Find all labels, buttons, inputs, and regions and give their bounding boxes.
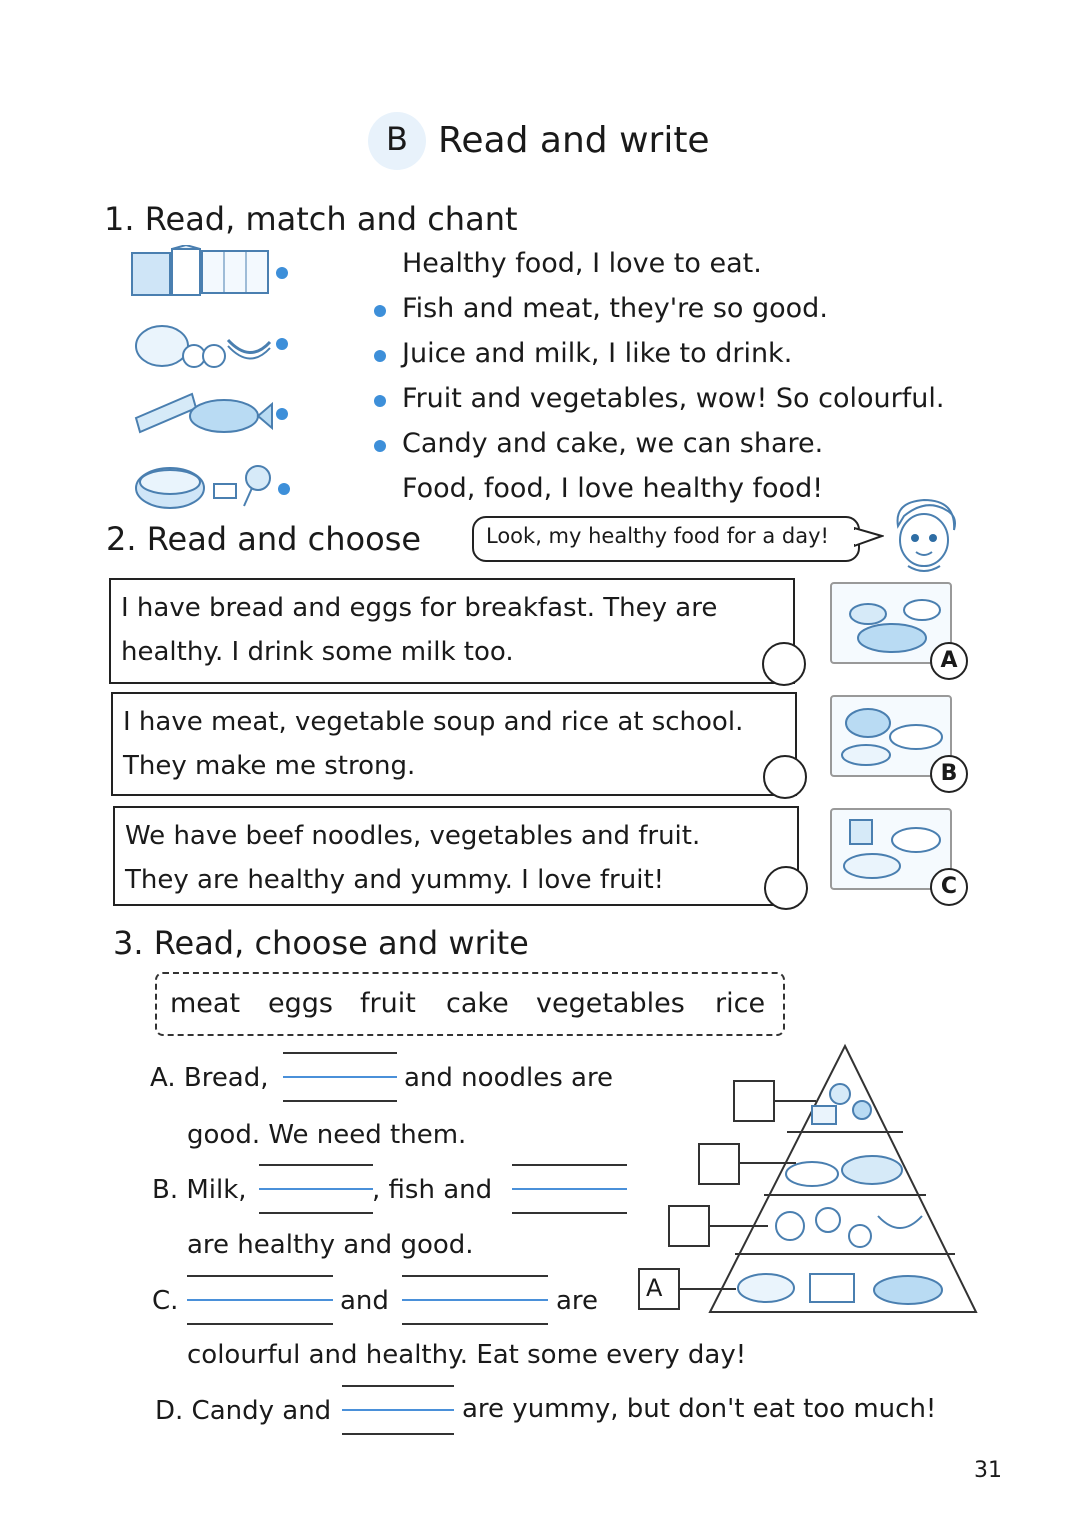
pyramid-connector-2 [738, 1162, 796, 1164]
pyramid-connector-4 [678, 1288, 736, 1290]
text-box-1-line-1: I have bread and eggs for breakfast. They are [121, 593, 718, 623]
pyramid-box-3[interactable] [668, 1205, 710, 1247]
blank-c-1[interactable] [187, 1275, 333, 1325]
chant-line-4: Fruit and vegetables, wow! So colourful. [402, 383, 945, 414]
text-box-3-line-1: We have beef noodles, vegetables and fruit. [125, 821, 701, 851]
answer-circle-1[interactable] [762, 642, 806, 686]
chant-line-2: Fish and meat, they're so good. [402, 293, 828, 324]
match-dot-right-2[interactable] [374, 350, 386, 362]
pyramid-box-2[interactable] [698, 1143, 740, 1185]
pyramid-label-a: A [646, 1274, 663, 1302]
sentence-b-line-2: are healthy and good. [187, 1230, 474, 1260]
blank-d[interactable] [342, 1385, 454, 1435]
blank-b-1[interactable] [259, 1164, 373, 1214]
text-box-3-line-2: They are healthy and yummy. I love fruit! [125, 865, 665, 895]
word-bank-word-5: vegetables [536, 988, 685, 1019]
page-title: Read and write [438, 120, 710, 161]
sentence-d-end: are yummy, but don't eat too much! [462, 1394, 937, 1424]
blank-a[interactable] [283, 1052, 397, 1102]
chant-line-5: Candy and cake, we can share. [402, 428, 824, 459]
picture-label-b: B [930, 755, 968, 793]
section-2-title: 2. Read and choose [106, 520, 422, 558]
sentence-b-start: B. Milk, [152, 1175, 247, 1205]
speech-bubble-text: Look, my healthy food for a day! [486, 524, 829, 548]
picture-label-c: C [930, 868, 968, 906]
fish-meat-picture [132, 386, 274, 444]
text-box-1 [109, 578, 795, 684]
pyramid-connector-1 [772, 1100, 816, 1102]
picture-label-a: A [930, 642, 968, 680]
boy-avatar [884, 496, 964, 578]
word-bank-word-6: rice [715, 988, 766, 1019]
text-box-2-line-1: I have meat, vegetable soup and rice at school. [123, 707, 744, 737]
match-dot-left-1[interactable] [276, 267, 288, 279]
sentence-d-start: D. Candy and [155, 1396, 332, 1426]
blank-b-2[interactable] [512, 1164, 627, 1214]
match-dot-left-2[interactable] [276, 338, 288, 350]
sentence-c-are: are [556, 1286, 599, 1316]
pyramid-box-1[interactable] [733, 1080, 775, 1122]
match-dot-left-4[interactable] [278, 483, 290, 495]
candy-cake-picture [134, 460, 276, 512]
text-box-1-line-2: healthy. I drink some milk too. [121, 637, 514, 667]
sentence-c-line-2: colourful and healthy. Eat some every day! [187, 1340, 747, 1370]
section-1-title: 1. Read, match and chant [104, 200, 518, 238]
section-3-title: 3. Read, choose and write [113, 924, 529, 962]
word-bank-word-1: meat [170, 988, 241, 1019]
match-dot-left-3[interactable] [276, 408, 288, 420]
match-dot-right-4[interactable] [374, 440, 386, 452]
chant-line-1: Healthy food, I love to eat. [402, 248, 762, 279]
sentence-c-and: and [340, 1286, 389, 1316]
sentence-a-line-2: good. We need them. [187, 1120, 467, 1150]
match-dot-right-3[interactable] [374, 395, 386, 407]
answer-circle-3[interactable] [764, 866, 808, 910]
page-number: 31 [974, 1458, 1002, 1483]
chant-line-3: Juice and milk, I like to drink. [402, 338, 793, 369]
header-letter: B [386, 120, 408, 158]
chant-line-6: Food, food, I love healthy food! [402, 473, 824, 504]
word-bank-word-2: eggs [268, 988, 333, 1019]
text-box-2 [111, 692, 797, 796]
word-bank-word-3: fruit [360, 988, 416, 1019]
sentence-a-end: and noodles are [404, 1063, 614, 1093]
fruit-vegetables-picture [132, 316, 274, 370]
speech-bubble-tail [854, 526, 884, 548]
text-box-2-line-2: They make me strong. [123, 751, 416, 781]
match-dot-right-1[interactable] [374, 305, 386, 317]
answer-circle-2[interactable] [763, 755, 807, 799]
text-box-3 [113, 806, 799, 906]
word-bank-word-4: cake [446, 988, 509, 1019]
sentence-b-middle: , fish and [372, 1175, 493, 1205]
blank-c-2[interactable] [402, 1275, 548, 1325]
drinks-picture [130, 245, 272, 299]
sentence-c-start: C. [152, 1286, 179, 1316]
pyramid-connector-3 [708, 1225, 768, 1227]
sentence-a-start: A. Bread, [150, 1063, 269, 1093]
